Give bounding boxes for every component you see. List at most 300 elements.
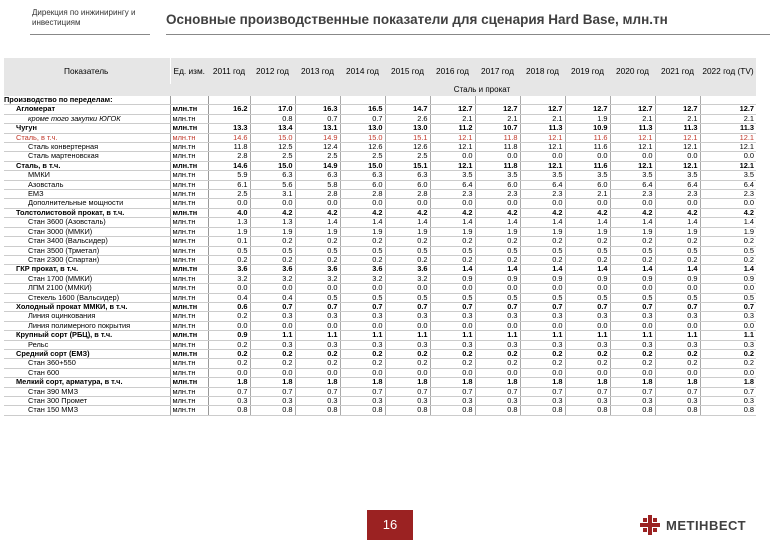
row-value: 0.3 <box>250 312 295 321</box>
row-label: Стан 3500 (Трметал) <box>4 246 170 255</box>
row-value: 12.1 <box>430 143 475 152</box>
row-value: 0.9 <box>475 274 520 283</box>
row-value: 3.5 <box>475 171 520 180</box>
row-value: 1.4 <box>340 218 385 227</box>
row-value <box>655 96 700 105</box>
row-value: 2.5 <box>295 152 340 161</box>
row-value: 0.2 <box>610 255 655 264</box>
table-row <box>4 152 756 161</box>
row-label: Стан 2300 (Спартан) <box>4 255 170 264</box>
logo-text: МЕТІНВЕСТ <box>666 517 747 533</box>
row-value: 0.3 <box>208 397 250 406</box>
row-value: 0.5 <box>430 293 475 302</box>
row-value: 12.7 <box>430 105 475 114</box>
row-value: 0.0 <box>655 368 700 377</box>
row-value: 14.6 <box>208 133 250 142</box>
row-value: 0.0 <box>475 368 520 377</box>
table-row <box>4 302 756 311</box>
row-value: 15.1 <box>385 133 430 142</box>
row-unit: млн.тн <box>170 124 208 133</box>
row-value: 0.7 <box>565 387 610 396</box>
row-value: 4.2 <box>475 208 520 217</box>
row-value: 0.0 <box>295 368 340 377</box>
row-value: 11.3 <box>610 124 655 133</box>
row-label: Средний сорт (ЕМЗ) <box>4 349 170 358</box>
row-value: 0.9 <box>610 274 655 283</box>
row-value: 16.5 <box>340 105 385 114</box>
row-value: 0.0 <box>250 321 295 330</box>
row-value: 0.3 <box>250 397 295 406</box>
row-value: 1.4 <box>475 218 520 227</box>
row-value: 4.2 <box>295 208 340 217</box>
row-value: 0.3 <box>475 312 520 321</box>
row-value: 11.3 <box>520 124 565 133</box>
row-value: 0.0 <box>520 152 565 161</box>
row-value: 0.9 <box>700 274 756 283</box>
row-value: 14.7 <box>385 105 430 114</box>
row-value: 15.1 <box>385 161 430 170</box>
table-row <box>4 274 756 283</box>
row-value: 0.3 <box>565 340 610 349</box>
row-value: 11.3 <box>700 124 756 133</box>
row-value: 1.4 <box>610 265 655 274</box>
section-title: Сталь и прокат <box>208 84 756 96</box>
row-value: 0.3 <box>700 312 756 321</box>
row-value: 0.2 <box>475 359 520 368</box>
row-unit: млн.тн <box>170 199 208 208</box>
row-value: 0.2 <box>520 255 565 264</box>
table-body <box>4 84 756 415</box>
row-label: Агломерат <box>4 105 170 114</box>
row-value: 0.2 <box>655 237 700 246</box>
row-value: 3.2 <box>295 274 340 283</box>
row-value <box>340 96 385 105</box>
row-label: Рельс <box>4 340 170 349</box>
row-value: 0.7 <box>655 387 700 396</box>
table-row <box>4 133 756 142</box>
row-value: 3.5 <box>430 171 475 180</box>
row-value: 1.1 <box>340 331 385 340</box>
row-value: 1.4 <box>385 218 430 227</box>
row-value: 0.3 <box>655 340 700 349</box>
row-value: 1.8 <box>475 378 520 387</box>
row-value: 0.3 <box>340 397 385 406</box>
row-unit <box>170 96 208 105</box>
row-value: 0.2 <box>208 340 250 349</box>
row-value: 0.2 <box>385 349 430 358</box>
row-label: Стан 360+550 <box>4 359 170 368</box>
table-row <box>4 340 756 349</box>
row-value <box>295 96 340 105</box>
row-value: 0.7 <box>250 387 295 396</box>
row-value: 3.2 <box>385 274 430 283</box>
row-value: 0.8 <box>610 406 655 415</box>
row-value: 0.2 <box>385 255 430 264</box>
row-value: 0.3 <box>520 397 565 406</box>
row-value: 1.8 <box>208 378 250 387</box>
row-value: 0.3 <box>430 340 475 349</box>
row-value: 0.0 <box>475 321 520 330</box>
row-value: 1.8 <box>520 378 565 387</box>
table-row <box>4 96 756 105</box>
row-value: 0.2 <box>475 237 520 246</box>
row-value: 0.8 <box>475 406 520 415</box>
table-row <box>4 349 756 358</box>
row-value: 0.5 <box>295 246 340 255</box>
row-value: 0.0 <box>208 284 250 293</box>
row-value: 0.3 <box>250 340 295 349</box>
row-value: 0.5 <box>565 246 610 255</box>
row-value: 0.0 <box>208 321 250 330</box>
row-value: 0.2 <box>700 349 756 358</box>
row-value: 0.7 <box>520 387 565 396</box>
row-value: 12.5 <box>250 143 295 152</box>
column-header-year: 2020 год <box>610 58 655 84</box>
row-value: 0.0 <box>520 284 565 293</box>
row-value: 0.3 <box>565 397 610 406</box>
table-row <box>4 406 756 415</box>
table-row <box>4 114 756 123</box>
table-row <box>4 331 756 340</box>
row-value: 0.2 <box>340 349 385 358</box>
table-row <box>4 190 756 199</box>
row-value: 2.3 <box>700 190 756 199</box>
column-header-indicator: Показатель <box>4 58 170 84</box>
row-value: 6.4 <box>610 180 655 189</box>
row-unit: млн.тн <box>170 406 208 415</box>
row-value: 0.5 <box>610 246 655 255</box>
row-value: 0.2 <box>430 255 475 264</box>
row-value: 0.7 <box>475 302 520 311</box>
row-value: 1.4 <box>565 218 610 227</box>
row-value: 0.7 <box>610 302 655 311</box>
row-value: 12.1 <box>655 161 700 170</box>
row-value: 2.5 <box>250 152 295 161</box>
row-value: 0.2 <box>520 237 565 246</box>
row-label: Стан 3400 (Вальсидер) <box>4 237 170 246</box>
row-value: 12.1 <box>655 143 700 152</box>
row-value: 3.6 <box>385 265 430 274</box>
row-value: 0.0 <box>565 199 610 208</box>
row-value: 12.1 <box>430 161 475 170</box>
row-value: 4.2 <box>610 208 655 217</box>
row-label: Сталь конвертерная <box>4 143 170 152</box>
row-value: 0.7 <box>700 387 756 396</box>
column-header-year: 2015 год <box>385 58 430 84</box>
row-value: 0.2 <box>208 359 250 368</box>
row-value: 1.4 <box>430 218 475 227</box>
table-row <box>4 199 756 208</box>
table-row <box>4 208 756 217</box>
row-value: 0.2 <box>208 349 250 358</box>
row-value: 4.2 <box>340 208 385 217</box>
table-row <box>4 255 756 264</box>
row-label: ММКИ <box>4 171 170 180</box>
table-row <box>4 180 756 189</box>
row-value: 0.2 <box>520 349 565 358</box>
department-note: Дирекция по инжинирингу и инвестициям <box>32 8 136 27</box>
row-value: 0.0 <box>340 368 385 377</box>
row-value: 0.2 <box>610 359 655 368</box>
row-value: 0.3 <box>475 340 520 349</box>
row-value: 3.2 <box>208 274 250 283</box>
row-value: 0.0 <box>610 199 655 208</box>
row-value: 1.1 <box>385 331 430 340</box>
row-value: 6.0 <box>475 180 520 189</box>
row-value: 2.1 <box>430 114 475 123</box>
row-label: Сталь, в т.ч. <box>4 161 170 170</box>
row-value: 11.8 <box>475 143 520 152</box>
row-value: 6.3 <box>295 171 340 180</box>
row-value: 15.0 <box>250 161 295 170</box>
row-value: 13.0 <box>340 124 385 133</box>
table-row <box>4 359 756 368</box>
row-value: 0.2 <box>655 359 700 368</box>
row-value: 12.7 <box>610 105 655 114</box>
row-value: 1.4 <box>520 218 565 227</box>
row-value: 0.8 <box>565 406 610 415</box>
row-value: 12.1 <box>610 143 655 152</box>
row-value: 0.6 <box>208 302 250 311</box>
row-label: ГКР прокат, в т.ч. <box>4 265 170 274</box>
row-value: 2.1 <box>520 114 565 123</box>
row-unit: млн.тн <box>170 227 208 236</box>
row-value: 0.3 <box>295 397 340 406</box>
row-value: 0.7 <box>610 387 655 396</box>
row-value: 4.2 <box>250 208 295 217</box>
row-value: 0.3 <box>700 340 756 349</box>
row-value: 2.3 <box>610 190 655 199</box>
row-value: 6.4 <box>655 180 700 189</box>
row-value: 0.2 <box>565 237 610 246</box>
row-label: Азовсталь <box>4 180 170 189</box>
row-unit: млн.тн <box>170 387 208 396</box>
row-value: 0.2 <box>295 237 340 246</box>
column-header-unit: Ед. изм. <box>170 58 208 84</box>
row-value: 0.0 <box>700 199 756 208</box>
column-header-year: 2019 год <box>565 58 610 84</box>
row-value: 0.0 <box>700 152 756 161</box>
row-value: 0.3 <box>610 340 655 349</box>
row-value: 12.1 <box>520 143 565 152</box>
row-value: 1.8 <box>340 378 385 387</box>
row-value: 0.5 <box>520 246 565 255</box>
row-value: 0.5 <box>565 293 610 302</box>
row-value: 1.1 <box>700 331 756 340</box>
row-value: 0.0 <box>430 284 475 293</box>
row-value: 12.7 <box>520 105 565 114</box>
row-value: 13.1 <box>295 124 340 133</box>
row-value: 0.0 <box>655 152 700 161</box>
row-value: 1.8 <box>250 378 295 387</box>
row-value: 0.0 <box>565 152 610 161</box>
row-unit: млн.тн <box>170 180 208 189</box>
row-label: Дополнительные мощности <box>4 199 170 208</box>
row-value: 0.5 <box>475 293 520 302</box>
row-value: 0.3 <box>610 312 655 321</box>
row-value: 1.4 <box>475 265 520 274</box>
row-unit: млн.тн <box>170 302 208 311</box>
row-value: 10.9 <box>565 124 610 133</box>
section-row <box>4 84 756 96</box>
row-value: 2.3 <box>430 190 475 199</box>
logo-mark-icon <box>640 515 660 535</box>
row-value: 12.7 <box>700 105 756 114</box>
row-value <box>250 96 295 105</box>
row-value: 0.2 <box>475 349 520 358</box>
row-value: 0.0 <box>340 199 385 208</box>
row-value: 0.0 <box>430 368 475 377</box>
row-value: 2.3 <box>475 190 520 199</box>
header-divider-left <box>30 34 150 35</box>
row-value: 0.9 <box>208 331 250 340</box>
row-value: 0.0 <box>475 284 520 293</box>
row-value: 6.4 <box>520 180 565 189</box>
row-label: Стан 390 ММЗ <box>4 387 170 396</box>
row-value: 0.7 <box>340 387 385 396</box>
row-value: 11.6 <box>565 143 610 152</box>
row-label: Мелкий сорт, арматура, в т.ч. <box>4 378 170 387</box>
row-unit: млн.тн <box>170 265 208 274</box>
row-value: 0.3 <box>385 397 430 406</box>
row-value: 0.3 <box>430 397 475 406</box>
row-value: 0.3 <box>520 312 565 321</box>
row-label: Стан 300 Промет <box>4 397 170 406</box>
row-value: 0.7 <box>295 387 340 396</box>
row-value: 0.5 <box>475 246 520 255</box>
row-value: 0.7 <box>385 387 430 396</box>
row-value: 13.3 <box>208 124 250 133</box>
row-label: Сталь, в т.ч. <box>4 133 170 142</box>
indicators-table-wrapper <box>0 58 780 416</box>
row-value: 4.2 <box>520 208 565 217</box>
row-value: 0.5 <box>250 246 295 255</box>
row-unit: млн.тн <box>170 368 208 377</box>
row-value: 0.3 <box>475 397 520 406</box>
company-logo <box>640 514 746 536</box>
row-value: 3.5 <box>655 171 700 180</box>
row-unit: млн.тн <box>170 152 208 161</box>
row-value: 0.5 <box>655 293 700 302</box>
row-value: 1.9 <box>385 227 430 236</box>
row-value: 1.8 <box>610 378 655 387</box>
row-value: 1.9 <box>520 227 565 236</box>
row-value: 0.2 <box>610 349 655 358</box>
row-unit: млн.тн <box>170 171 208 180</box>
row-value: 1.4 <box>700 218 756 227</box>
row-value: 4.2 <box>430 208 475 217</box>
row-unit: млн.тн <box>170 349 208 358</box>
row-value <box>208 114 250 123</box>
column-header-year: 2021 год <box>655 58 700 84</box>
row-value: 0.0 <box>430 199 475 208</box>
row-value: 1.4 <box>655 218 700 227</box>
table-row <box>4 265 756 274</box>
row-value: 1.9 <box>430 227 475 236</box>
row-value: 6.3 <box>340 171 385 180</box>
row-value: 0.2 <box>520 359 565 368</box>
row-value: 0.8 <box>340 406 385 415</box>
row-value: 0.0 <box>700 368 756 377</box>
table-row <box>4 143 756 152</box>
row-value: 0.2 <box>610 237 655 246</box>
table-header-row <box>4 58 756 84</box>
row-value: 0.0 <box>208 199 250 208</box>
row-value: 0.2 <box>295 349 340 358</box>
row-value: 1.9 <box>565 114 610 123</box>
row-value: 0.3 <box>700 397 756 406</box>
row-value: 0.0 <box>340 284 385 293</box>
row-unit: млн.тн <box>170 105 208 114</box>
row-value: 0.3 <box>295 340 340 349</box>
table-row <box>4 321 756 330</box>
row-value: 1.9 <box>208 227 250 236</box>
row-value: 0.9 <box>430 274 475 283</box>
column-header-year: 2012 год <box>250 58 295 84</box>
row-value: 1.4 <box>430 265 475 274</box>
row-value: 6.3 <box>250 171 295 180</box>
row-value <box>520 96 565 105</box>
row-value: 0.5 <box>340 246 385 255</box>
row-value: 0.7 <box>340 114 385 123</box>
row-value: 0.1 <box>208 237 250 246</box>
row-value: 1.8 <box>655 378 700 387</box>
row-value: 0.0 <box>430 321 475 330</box>
row-value: 4.2 <box>655 208 700 217</box>
row-value: 0.2 <box>700 359 756 368</box>
row-unit: млн.тн <box>170 218 208 227</box>
column-header-year: 2013 год <box>295 58 340 84</box>
row-value: 6.1 <box>208 180 250 189</box>
page-number: 16 <box>367 510 413 540</box>
row-value: 12.6 <box>385 143 430 152</box>
row-value: 4.2 <box>700 208 756 217</box>
row-value: 2.6 <box>385 114 430 123</box>
row-value: 12.1 <box>520 133 565 142</box>
row-value: 0.2 <box>655 349 700 358</box>
table-row <box>4 378 756 387</box>
row-value: 0.3 <box>610 397 655 406</box>
row-value: 0.7 <box>295 114 340 123</box>
row-value: 3.5 <box>565 171 610 180</box>
row-unit: млн.тн <box>170 274 208 283</box>
row-label: Чугун <box>4 124 170 133</box>
row-unit: млн.тн <box>170 208 208 217</box>
row-value: 0.7 <box>208 387 250 396</box>
row-value: 12.7 <box>475 105 520 114</box>
row-unit: млн.тн <box>170 114 208 123</box>
row-value: 0.2 <box>340 237 385 246</box>
row-value: 2.8 <box>295 190 340 199</box>
row-value: 0.3 <box>385 312 430 321</box>
row-value: 0.7 <box>655 302 700 311</box>
row-value: 0.0 <box>385 321 430 330</box>
row-value: 12.1 <box>700 133 756 142</box>
row-value: 5.6 <box>250 180 295 189</box>
row-value: 1.1 <box>295 331 340 340</box>
row-value: 12.1 <box>520 161 565 170</box>
row-value: 1.1 <box>430 331 475 340</box>
row-value: 0.2 <box>655 255 700 264</box>
row-value: 2.1 <box>565 190 610 199</box>
row-unit: млн.тн <box>170 340 208 349</box>
row-value: 0.2 <box>208 312 250 321</box>
row-unit: млн.тн <box>170 397 208 406</box>
row-value <box>430 96 475 105</box>
row-value: 12.4 <box>295 143 340 152</box>
row-value: 1.1 <box>565 331 610 340</box>
row-value: 2.5 <box>385 152 430 161</box>
